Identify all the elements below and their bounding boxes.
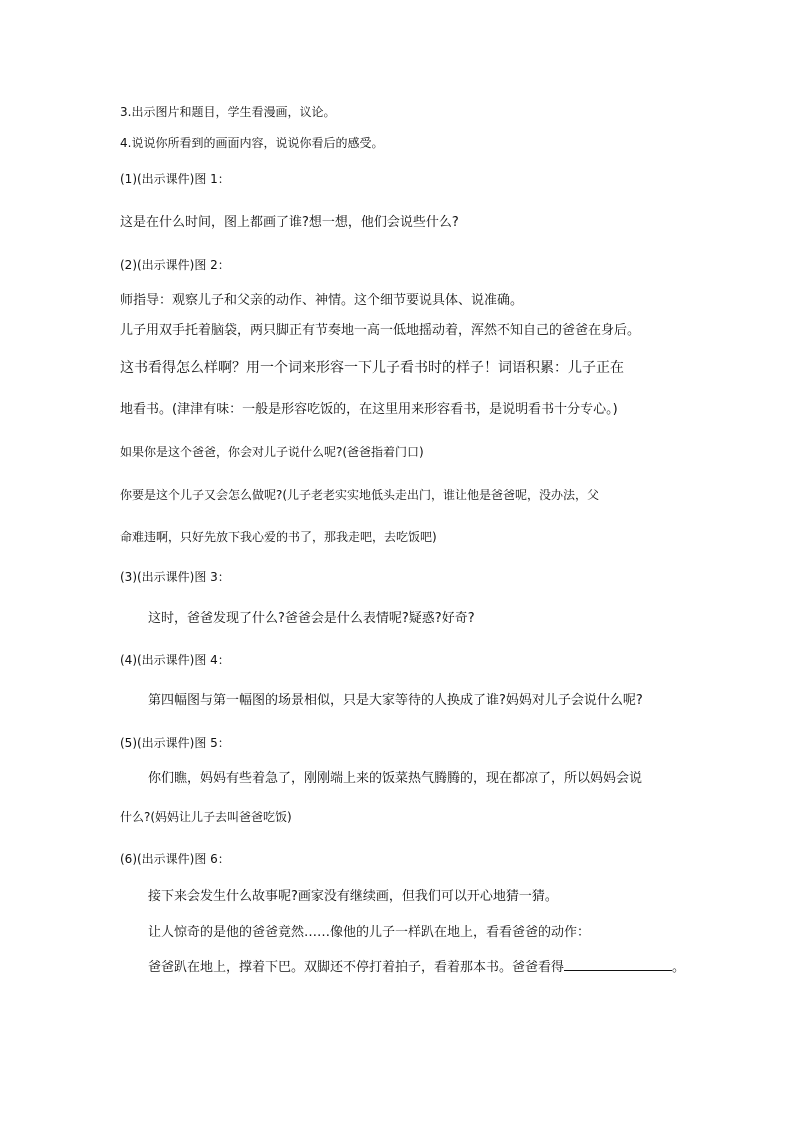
text-line: 4.说说你所看到的画面内容，说说你看后的感受。: [120, 136, 384, 150]
text-line: 接下来会发生什么故事呢?画家没有继续画，但我们可以开心地猜一猜。: [148, 889, 558, 904]
text-line-fill-blank: [148, 958, 685, 974]
text-line: 这书看得怎么样啊？用一个词来形容一下儿子看书时的样子！词语积累：儿子正在: [120, 360, 624, 376]
text-line: 这时，爸爸发现了什么?爸爸会是什么表情呢?疑惑?好奇?: [148, 611, 475, 626]
text-line: 命难违啊，只好先放下我心爱的书了，那我走吧，去吃饭吧): [120, 530, 437, 544]
text-line: 如果你是这个爸爸，你会对儿子说什么呢?(爸爸指着门口): [120, 445, 424, 459]
text-line: 你要是这个儿子又会怎么做呢?(儿子老老实实地低头走出门，谁让他是爸爸呢，没办法，父: [120, 488, 600, 502]
text-line: 让人惊奇的是他的爸爸竟然……像他的儿子一样趴在地上，看看爸爸的动作：: [148, 925, 591, 940]
fill-blank-line: [564, 958, 672, 971]
text-line: 地看书。(津津有味：一般是形容吃饭的，在这里用来形容看书，是说明看书十分专心。): [120, 402, 618, 417]
text-line: 师指导：观察儿子和父亲的动作、神情。这个细节要说具体、说准确。: [120, 293, 524, 308]
text-line: 你们瞧，妈妈有些着急了，刚刚端上来的饭菜热气腾腾的，现在都凉了，所以妈妈会说: [148, 771, 643, 786]
text-line: (3)(出示课件)图 3：: [120, 570, 230, 584]
text-line: (4)(出示课件)图 4：: [120, 653, 230, 667]
text-line: 第四幅图与第一幅图的场景相似，只是大家等待的人换成了谁?妈妈对儿子会说什么呢?: [148, 693, 643, 708]
text-segment: 爸爸趴在地上，撑着下巴。双脚还不停打着拍子，看着那本书。爸爸看得: [148, 960, 565, 975]
text-line: (5)(出示课件)图 5：: [120, 736, 230, 750]
text-segment: 。: [672, 960, 686, 975]
text-line: 这是在什么时间，图上都画了谁?想一想，他们会说些什么?: [120, 215, 459, 230]
text-line: 什么?(妈妈让儿子去叫爸爸吃饭): [120, 810, 292, 824]
text-line: 儿子用双手托着脑袋，两只脚正有节奏地一高一低地摇动着，浑然不知自己的爸爸在身后。: [120, 323, 641, 338]
text-line: (1)(出示课件)图 1：: [120, 172, 230, 186]
text-line: (6)(出示课件)图 6：: [120, 852, 230, 866]
text-line: (2)(出示课件)图 2：: [120, 258, 230, 272]
text-line: 3.出示图片和题目，学生看漫画，议论。: [120, 105, 336, 119]
